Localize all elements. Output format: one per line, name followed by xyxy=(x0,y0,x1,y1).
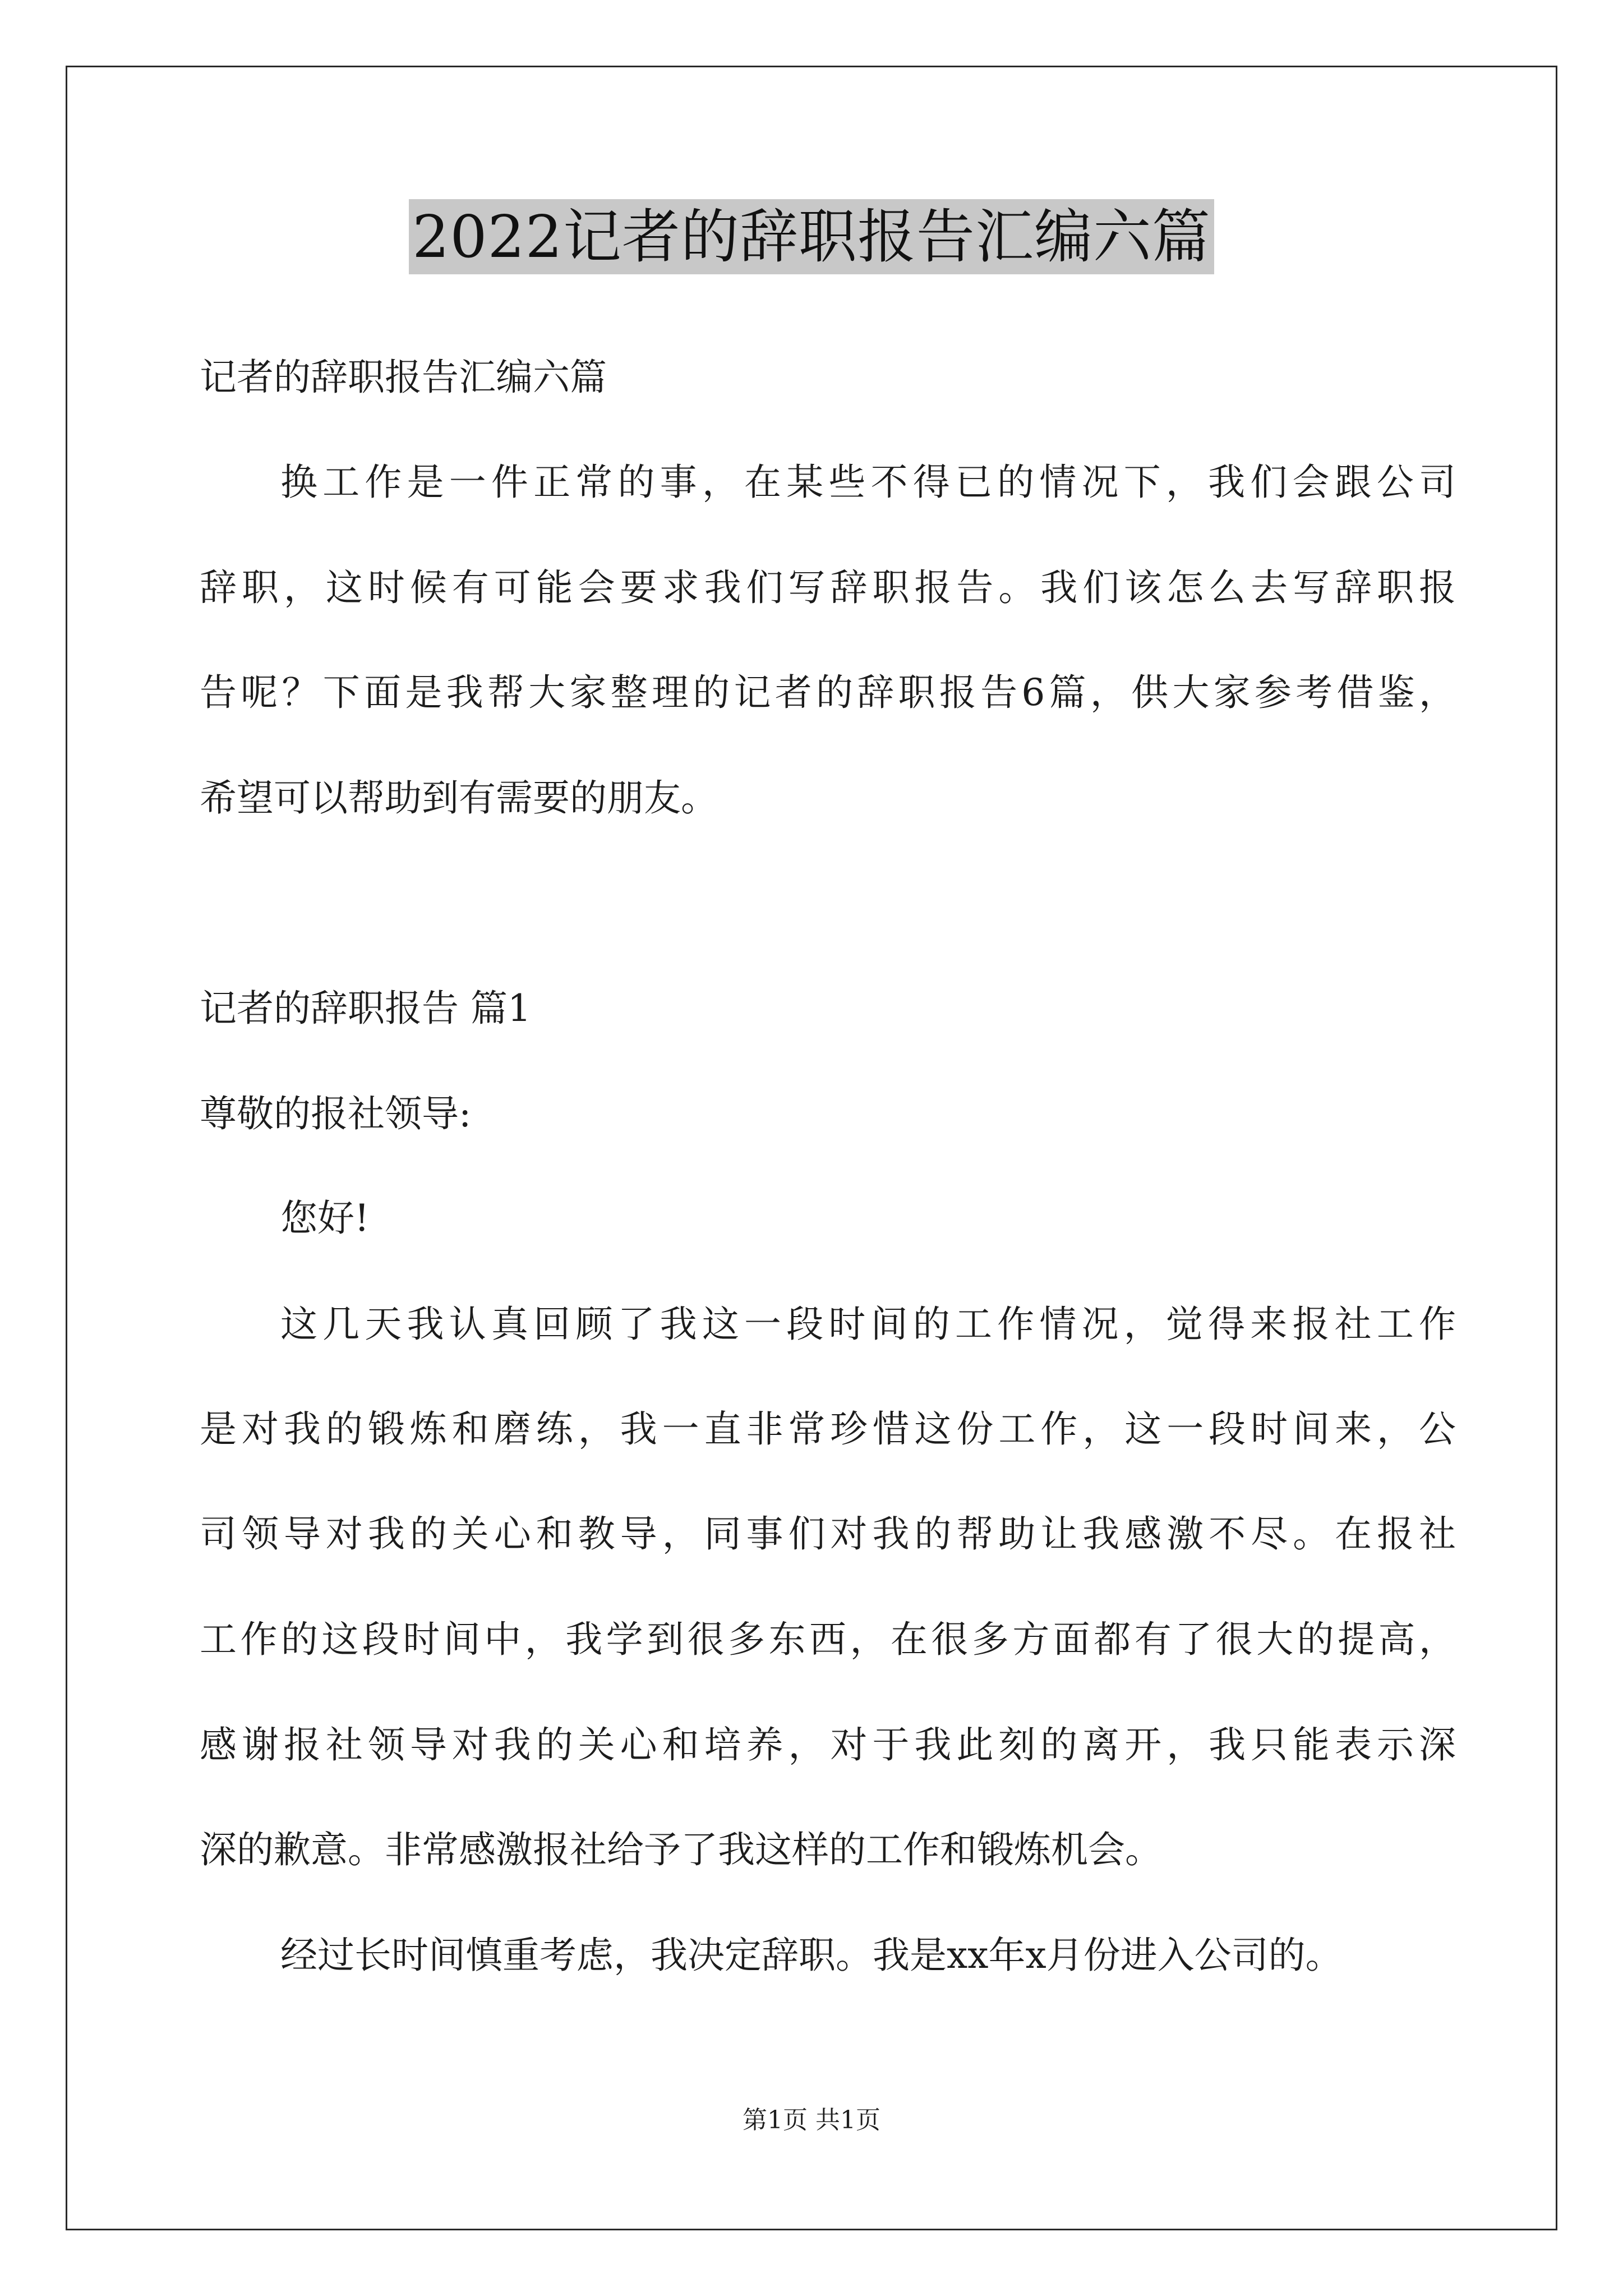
intro-line-4: 希望可以帮助到有需要的朋友。 xyxy=(200,776,718,820)
intro-line-2: 辞职，这时候有可能会要求我们写辞职报告。我们该怎么去写辞职报 xyxy=(200,566,1456,609)
intro-line-3: 告呢？下面是我帮大家整理的记者的辞职报告6篇，供大家参考借鉴， xyxy=(200,671,1456,714)
salutation: 尊敬的报社领导: xyxy=(200,1092,472,1135)
page-footer: 第1页 共1页 xyxy=(743,2106,880,2134)
section-heading: 记者的辞职报告 篇1 xyxy=(200,987,531,1030)
document-title xyxy=(0,199,1623,274)
intro-line-1: 换工作是一件正常的事，在某些不得已的情况下，我们会跟公司 xyxy=(280,461,1456,504)
body-last-line: 经过长时间慎重考虑，我决定辞职。我是xx年x月份进入公司的。 xyxy=(280,1934,1343,1977)
body-line-6: 深的歉意。非常感激报社给予了我这样的工作和锻炼机会。 xyxy=(200,1828,1162,1871)
document-title-text: 2022记者的辞职报告汇编六篇 xyxy=(409,199,1214,274)
body-line-4: 工作的这段时间中，我学到很多东西，在很多方面都有了很大的提高， xyxy=(200,1618,1456,1661)
body-line-5: 感谢报社领导对我的关心和培养，对于我此刻的离开，我只能表示深 xyxy=(200,1723,1456,1766)
document-subtitle: 记者的辞职报告汇编六篇 xyxy=(200,356,607,399)
body-line-2: 是对我的锻炼和磨练，我一直非常珍惜这份工作，这一段时间来，公 xyxy=(200,1407,1456,1451)
body-line-3: 司领导对我的关心和教导，同事们对我的帮助让我感激不尽。在报社 xyxy=(200,1512,1456,1556)
greeting: 您好! xyxy=(280,1197,370,1240)
body-line-1: 这几天我认真回顾了我这一段时间的工作情况，觉得来报社工作 xyxy=(280,1303,1456,1346)
